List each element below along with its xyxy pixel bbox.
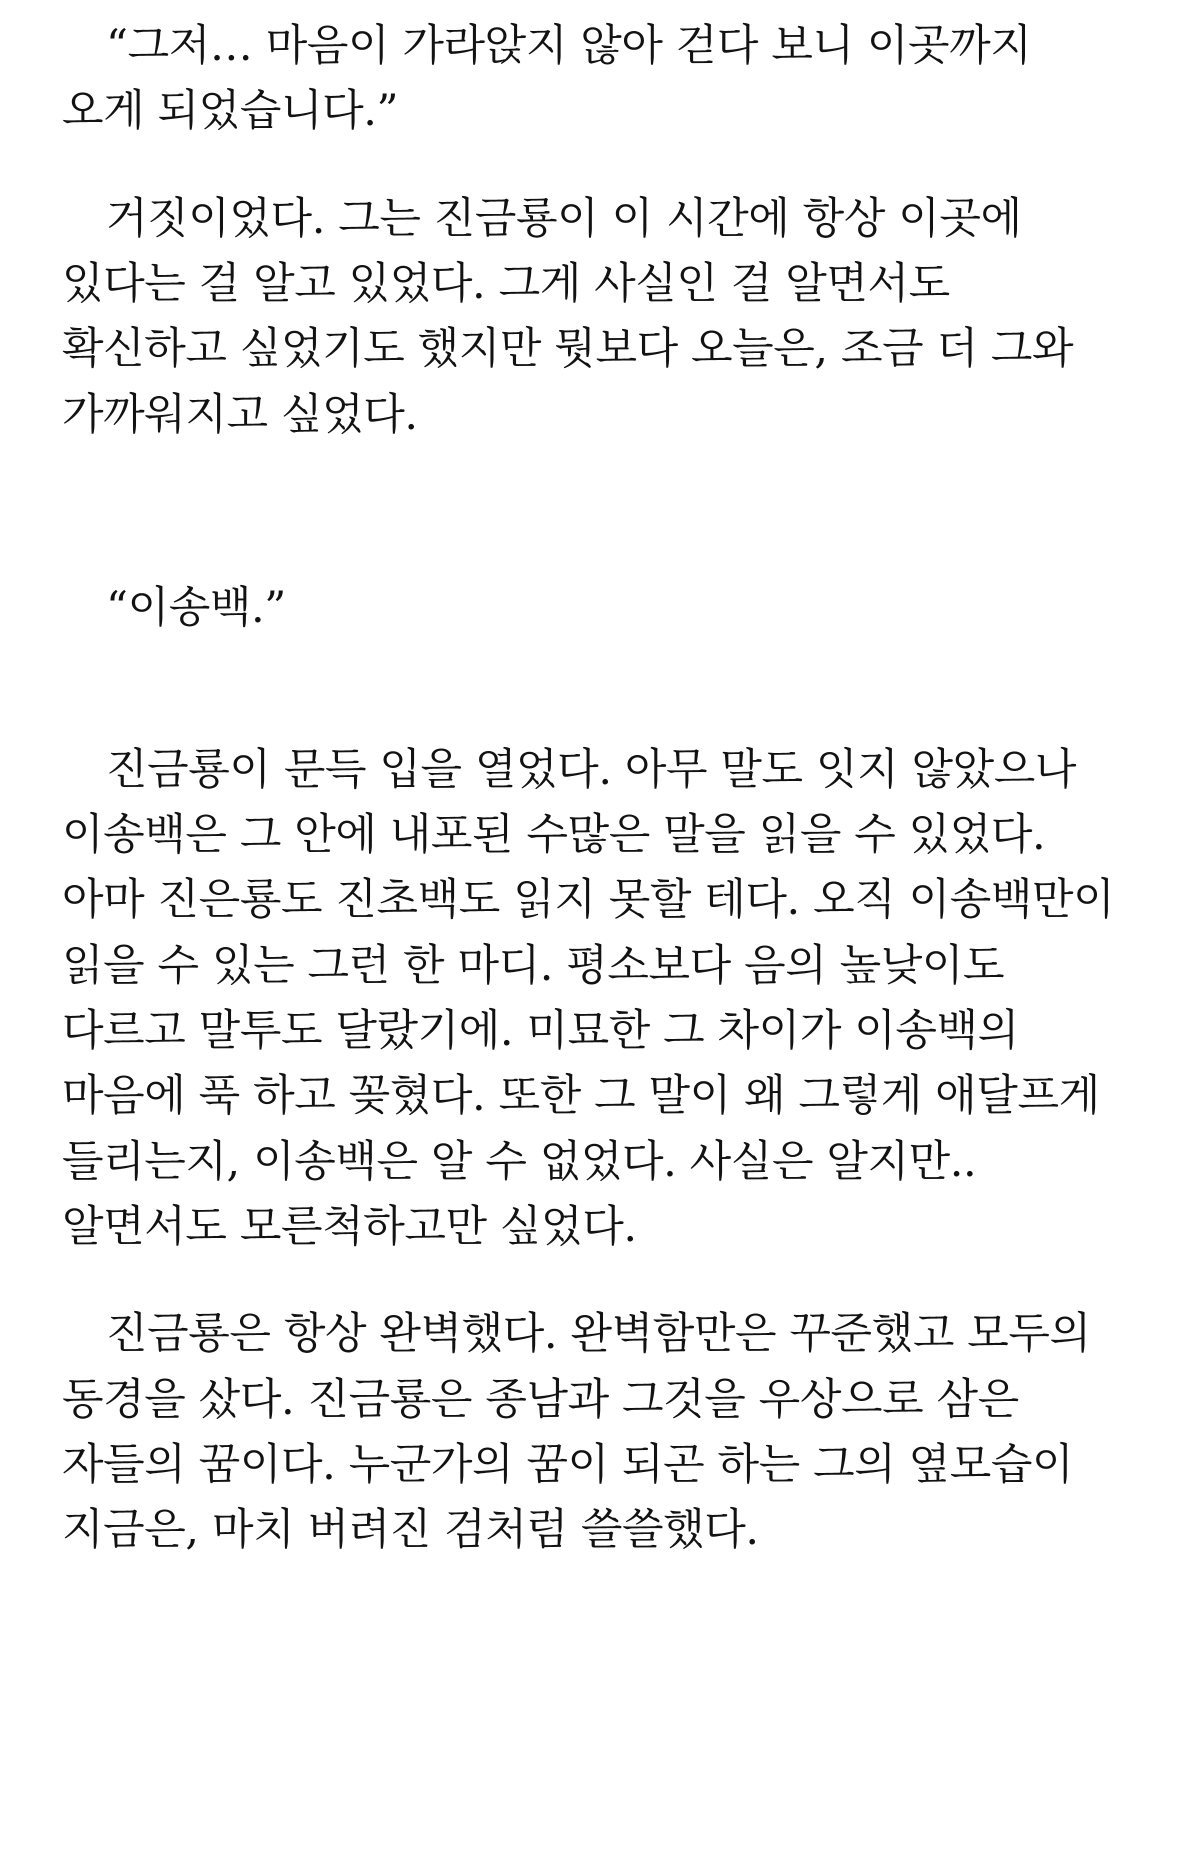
- paragraph-spacer: [62, 642, 1117, 738]
- paragraph-1: “그저… 마음이 가라앉지 않아 걷다 보니 이곳까지 오게 되었습니다.”: [62, 21, 1032, 137]
- paragraph-spacer: [62, 145, 1117, 187]
- paragraph-4: 진금룡이 문득 입을 열었다. 아무 말도 잇지 않았으나 이송백은 그 안에 내포된 수많은 말을 읽을 수 있었다. 아마 진은룡도 진초백도 읽지 못할 테다. 오직 이송백만이 읽을 수 있는 그런 한 마디. 평소보다 음의 높낮이도 다르고 말투도 달랐기에. 미묘한 그 차이가 이송백의 마음에 푹 하고 꽂혔다. 또한 그 말이 왜 그렇게 애달프게 들리는지, 이송백은 알 수 없었다. 사실은 알지만.. 알면서도 모른척하고만 싶었다.: [62, 744, 1115, 1253]
- paragraph-5: 진금룡은 항상 완벽했다. 완벽함만은 꾸준했고 모두의 동경을 샀다. 진금룡은 종남과 그것을 우상으로 삼은 자들의 꿈이다. 누군가의 꿈이 되곤 하는 그의 옆모습이 지금은, 마치 버려진 검처럼 쓸쓸했다.: [62, 1309, 1091, 1556]
- section-spacer: [62, 448, 1117, 576]
- paragraph-2: 거짓이었다. 그는 진금룡이 이 시간에 항상 이곳에 있다는 걸 알고 있었다. 그게 사실인 걸 알면서도 확신하고 싶었기도 했지만 뭣보다 오늘은, 조금 더 그와 가까워지고 싶었다.: [62, 193, 1074, 440]
- paragraph-spacer: [62, 1260, 1117, 1302]
- paragraph-3-dialogue: “이송백.”: [106, 583, 286, 634]
